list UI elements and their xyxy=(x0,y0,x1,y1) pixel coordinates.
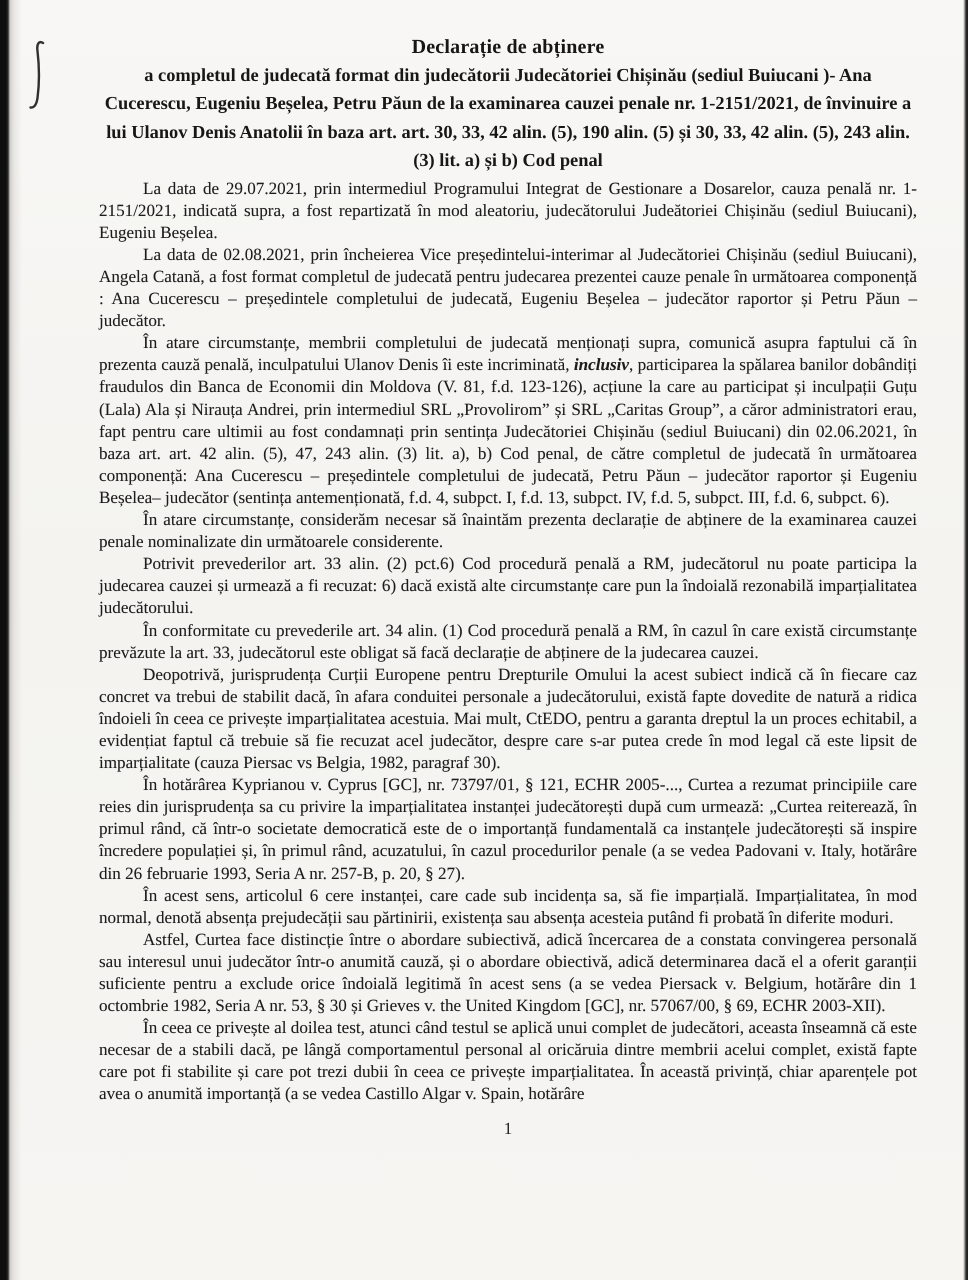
paragraph-9: În acest sens, articolul 6 cere instanței, care cade sub incidența sa, să fie imparțială. Imparțialitatea, în mod normal, denotă absența prejudecății sau părtinirii, existența sau absența acesteia putând fi probată în diferite moduri. xyxy=(99,885,917,927)
paragraph-3 xyxy=(99,332,917,509)
document-body xyxy=(99,36,917,1139)
scan-edge-right xyxy=(963,0,968,1280)
paragraph-6: În conformitate cu prevederile art. 34 alin. (1) Cod procedură penală a RM, în cazul în care există circumstanțe prevăzute la art. 33, judecătorul este obligat să facă declarație de abținere de la judecarea cauzei. xyxy=(99,620,917,662)
document-text xyxy=(99,178,917,1106)
paragraph-8: În hotărârea Kyprianou v. Cyprus [GC], nr. 73797/01, § 121, ECHR 2005-..., Curtea a rezumat principiile care reies din jurisprudența sa cu privire la imparțialitatea instanței judecătorești după cum urmează: „Curtea reiterează, în primul rând, că într-o societate democratică este de o importanță fundamentală ca instanțele judecătorești să inspire încredere populației și, în primul rând, acuzatului, în cazul procedurilor penale (a se vedea Padovani v. Italy, hotărâre din 26 februarie 1993, Seria A nr. 257-B, p. 20, § 27). xyxy=(99,775,917,883)
paragraph-10: Astfel, Curtea face distincție între o abordare subiectivă, adică încercarea de a constata convingerea personală sau interesul unui judecător într-o anumită cauză, și o abordare obiectivă, adică determinarea dacă el a oferit garanții suficiente pentru a exclude orice îndoială legitimă în acest sens (a se vedea Piersack v. Belgium, hotărâre din 1 octombrie 1982, Seria A nr. 53, § 30 și Grieves v. the United Kingdom [GC], nr. 57067/00, § 69, ECHR 2003-XII). xyxy=(99,929,917,1016)
paragraph-3-text-after: , participarea la spălarea banilor dobândiți fraudulos din Banca de Economii din Moldova (V. 81, f.d. 123-126), acțiune la care au participat și inculpații Guțu (Lala) Ala și Nirauța Andrei, prin intermediul SRL „Provolirom” și SRL „Caritas Group”, a căror administratori erau, fapt pentru care ultimii au fost condamnați prin sentința Judecătoriei Chișinău (sediul Buiucani) din 02.06.2021, în baza art. art. 42 alin. (5), 47, 243 alin. (3) lit. a), b) Cod penal, de către completul de judecată în următoarea componență: Ana Cucerescu – președintele completului de judecată, Petru Păun – judecător raportor și Eugeniu Beșelea– judecător (sentința antemenționată, f.d. 4, subpct. I, f.d. 13, subpct. IV, f.d. 5, subpct. III, f.d. 6, subpct. 6). xyxy=(99,355,917,507)
document-title: Declarație de abținere xyxy=(411,36,605,58)
paragraph-1: La data de 29.07.2021, prin intermediul Programului Integrat de Gestionare a Dosarelor, cauza penală nr. 1-2151/2021, indicată supra, a fost repartizată în mod aleatoriu, judecătorului Judeătoriei Chișinău (sediul Buiucani), Eugeniu Beșelea. xyxy=(99,178,917,242)
handwritten-pen-mark xyxy=(27,40,51,110)
document-subtitle: a completul de judecată format din judecătorii Judecătoriei Chișinău (sediul Buiucani )- Ana Cucerescu, Eugeniu Beșelea, Petru Păun de la examinarea cauzei penale nr. 1-2151/2021, de învinuire a lui Ulanov Denis Anatolii în baza art. art. 30, 33, 42 alin. (5), 190 alin. (5) și 30, 33, 42 alin. (5), 243 alin. (3) lit. a) și b) Cod penal xyxy=(104,65,912,171)
paragraph-3-text-before: În atare circumstanțe, membrii completului de judecată menționați supra, comunică asupra faptului că în prezenta cauză penală, inculpatului Ulanov Denis îi este incriminată, xyxy=(99,333,917,375)
paragraph-11: În ceea ce privește al doilea test, atunci când testul se aplică unui complet de judecători, aceasta înseamnă că este necesar de a stabili dacă, pe lângă comportamentul personal al oricăruia dintre membrii acelui complet, există fapte care pot fi stabilite și care pot trezi dubii în ceea ce privește imparțialitatea. În această privință, chiar aparențele pot avea o anumită importanță (a se vedea Castillo Algar v. Spain, hotărâre xyxy=(99,1018,917,1104)
paragraph-2: La data de 02.08.2021, prin încheierea Vice președintelui-interimar al Judecătoriei Chișinău (sediul Buiucani), Angela Catană, a fost format completul de judecată pentru judecarea prezentei cauze penale în următoarea componență : Ana Cucerescu – președintele completului de judecată, Eugeniu Beșelea – judecător raportor și Petru Păun – judecător. xyxy=(99,244,917,331)
scan-edge-left xyxy=(0,0,22,1280)
paragraph-5: Potrivit prevederilor art. 33 alin. (2) pct.6) Cod procedură penală a RM, judecătorul nu poate participa la judecarea cauzei și urmează a fi recuzat: 6) dacă există alte circumstanțe care pun la îndoială rezonabilă imparțialitatea judecătorului. xyxy=(99,554,917,618)
paragraph-7: Deopotrivă, jurisprudența Curții Europene pentru Drepturile Omului la acest subiect indică că în fiecare caz concret va trebui de stabilit dacă, în afara conduitei personale a judecătorului, există fapte dovedite de natură a ridica îndoieli în ceea ce privește imparțialitatea acestuia. Mai mult, CtEDO, pentru a garanta dreptul la un proces echitabil, a evidențiat faptul că trebuie să fie recuzat acel judecător, despre care s-ar putea crede în mod legal că este lipsit de imparțialitate (cauza Piersac vs Belgia, 1982, paragraf 30). xyxy=(99,664,917,773)
paragraph-4: În atare circumstanțe, considerăm necesar să înaintăm prezenta declarație de abținere de la examinarea cauzei penale nominalizate din următoarele considerente. xyxy=(99,510,917,552)
page-number: 1 xyxy=(503,1118,513,1138)
emphasized-word-inclusiv: inclusiv xyxy=(573,355,629,375)
